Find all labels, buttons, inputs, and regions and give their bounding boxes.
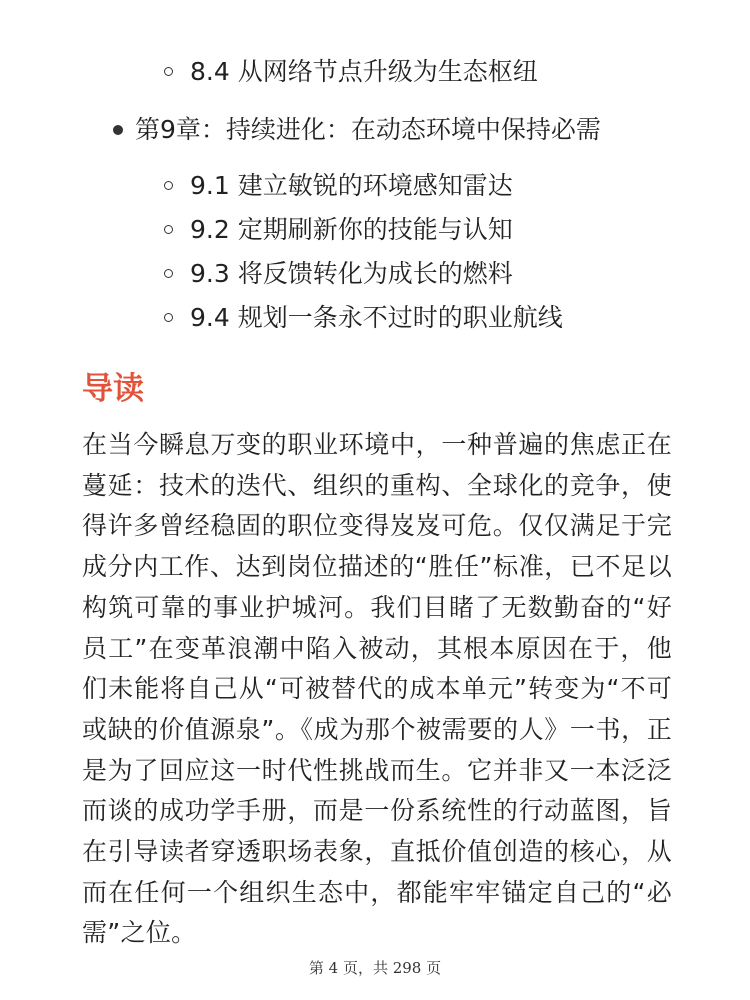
section-body: 在当今瞬息万变的职业环境中，一种普遍的焦虑正在蔓延：技术的迭代、组织的重构、全球化的竞争，使得许多曾经稳固的职位变得岌岌可危。仅仅满足于完成分内工作、达到岗位描述的“胜任”标准，已不足以构筑可靠的事业护城河。我们目睹了无数勤奋的“好员工”在变革浪潮中陷入被动，其根本原因在于，他们未能将自己从“可被替代的成本单元”转变为“不可或缺的价值源泉”。《成为那个被需要的人》一书，正是为了回应这一时代性挑战而生。它并非又一本泛泛而谈的成功学手册，而是一份系统性的行动蓝图，旨在引导读者穿透职场表象，直抵价值创造的核心，从而在任何一个组织生态中，都能牢牢锚定自己的“必需”之位。	[82, 430, 672, 948]
hollow-bullet-icon	[164, 181, 173, 190]
toc-item-9-2	[190, 210, 513, 250]
toc-item-text: 9.1 建立敏锐的环境感知雷达	[190, 171, 513, 200]
hollow-bullet-icon	[164, 225, 173, 234]
toc-item-9-3	[190, 254, 513, 294]
hollow-bullet-icon	[164, 269, 173, 278]
section-title: 导读	[82, 371, 144, 407]
page-number-footer: 第 4 页，共 298 页	[308, 959, 442, 977]
toc-item-9-4	[190, 298, 563, 338]
toc-item-text: 9.2 定期刷新你的技能与认知	[190, 215, 513, 244]
hollow-bullet-icon	[164, 313, 173, 322]
toc-item-text: 9.4 规划一条永不过时的职业航线	[190, 303, 563, 332]
filled-bullet-icon	[113, 125, 123, 135]
toc-chapter-text: 第9章：持续进化：在动态环境中保持必需	[135, 115, 601, 144]
toc-item-text: 9.3 将反馈转化为成长的燃料	[190, 259, 513, 288]
toc-item-8-4	[190, 52, 538, 92]
toc-item-text: 8.4 从网络节点升级为生态枢纽	[190, 57, 538, 86]
toc-chapter-9	[135, 110, 601, 150]
hollow-bullet-icon	[164, 67, 173, 76]
toc-item-9-1	[190, 166, 513, 206]
